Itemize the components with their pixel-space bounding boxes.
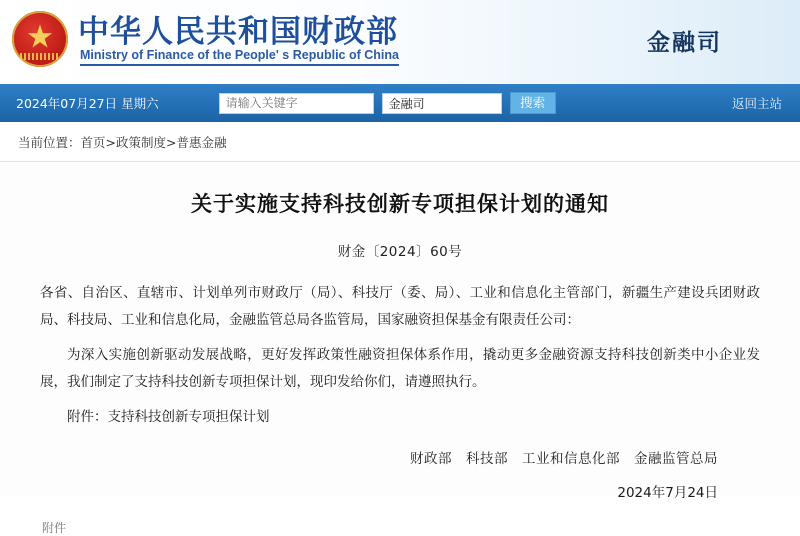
document-attachment: 附件：支持科技创新专项担保计划: [67, 409, 270, 425]
department-title: 金融司: [647, 30, 722, 56]
back-to-main-site-link[interactable]: 返回主站: [731, 96, 782, 111]
document-signers: 财政部 科技部 工业和信息化部 金融监管总局: [410, 451, 718, 467]
page-title: 关于实施支持科技创新专项担保计划的通知: [191, 192, 609, 216]
search-scope-input[interactable]: [382, 93, 502, 114]
search-zone: [219, 92, 556, 114]
document-number: 财金〔2024〕60号: [337, 244, 463, 260]
document-body: [0, 162, 800, 536]
site-title-cn: 中华人民共和国财政部: [78, 14, 398, 50]
search-input[interactable]: [219, 93, 374, 114]
site-header: [0, 0, 800, 84]
document-footer-note: 附件: [42, 521, 67, 535]
nav-search-bar: [0, 84, 800, 122]
site-title-en: Ministry of Finance of the People' s Republic of China: [80, 48, 399, 66]
breadcrumb-bar: [0, 122, 800, 162]
current-date-label: 2024年07月27日 星期六: [16, 96, 159, 111]
document-date: 2024年7月24日: [617, 485, 718, 501]
document-paragraph: 为深入实施创新驱动发展战略，更好发挥政策性融资担保体系作用，撬动更多金融资源支持科技创新类中小企业发展，我们制定了支持科技创新专项担保计划，现印发给你们，请遵照执行。: [40, 347, 760, 390]
document-recipients: 各省、自治区、直辖市、计划单列市财政厅（局）、科技厅（委、局）、工业和信息化主管部门，新疆生产建设兵团财政局、科技局、工业和信息化局，金融监管总局各监管局，国家融资担保基金有限责任公司：: [40, 285, 760, 328]
breadcrumb[interactable]: 当前位置：首页>政策制度>普惠金融: [18, 134, 227, 150]
national-emblem-icon: [12, 11, 68, 67]
search-button[interactable]: 搜索: [510, 92, 556, 114]
